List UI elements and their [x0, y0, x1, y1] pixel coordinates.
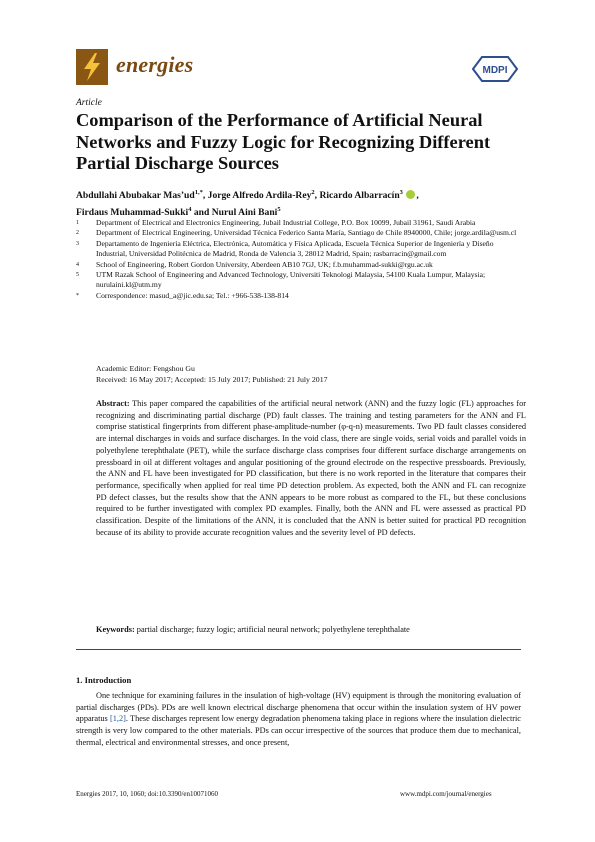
- affiliation-text: Departamento de Ingeniería Eléctrica, Electrónica, Automática y Física Aplicada, Escuela Técnica Superior de Ingeniería y Diseño Industrial, Universidad Politécnica de Madrid, Ronda de Valencia 3, 28012 Madrid, Spain; rasbarracin@gmail.com: [96, 238, 494, 259]
- page-title: Comparison of the Performance of Artificial Neural Networks and Fuzzy Logic for Recognizing Different Partial Discharge Sources: [76, 110, 491, 173]
- divider: [76, 649, 521, 650]
- affiliation-text: School of Engineering, Robert Gordon University, Aberdeen AB10 7GJ, UK; f.b.muhammad-sukki@rgu.ac.uk: [96, 259, 433, 269]
- author-mark: 5: [277, 206, 281, 214]
- author-list: [76, 186, 526, 220]
- journal-name: energies: [116, 52, 194, 77]
- affiliation-text: Department of Electrical and Electronics Engineering, Jubail Industrial College, P.O. Box 10099, Jubail 31961, Saudi Arabia: [96, 218, 476, 227]
- abstract: [96, 398, 526, 539]
- abstract-text: This paper compared the capabilities of the artificial neural network (ANN) and the fuzzy logic (FL) approaches for recognizing and discriminating partial discharge (PD) fault classes. The training and testing parameters for the ANN and FL comprise statistical fingerprints from different phase-amplitude-number (φ-q-n) measurements. Two PD fault classes considered are internal discharges in voids and surface discharges. In the void class, there are single voids, serial voids and parallel voids in polyethylene terephthalate (PET), while the surface discharge class comprises four different surface discharge arrangements on pressboard in oil at different voltages and angular positioning of the ground electrode on the respective pressboards. Previously, the ANN and FL have been investigated for PD classification, but there is no work reported in the literature that compares their performance, specifically when applied for real time PD detection problem. As expected, both the ANN and FL can recognize PD defect classes, but the results show that the ANN appears to be more robust as compared to the FL, but these conclusions required to be further investigated with complex PD examples. Finally, both the ANN and FL were assessed as practical PD classification. Despite of the limitations of the ANN, it is concluded that the ANN is better suited for practical PD recognition because of its ability to provide accurate recognition values and the severity level of PD defects.: [96, 399, 526, 537]
- affiliation-item: [76, 270, 526, 291]
- author-separator: and: [191, 207, 212, 219]
- affiliation-item: [76, 239, 526, 260]
- journal-logo: [76, 49, 108, 85]
- footer-url[interactable]: www.mdpi.com/journal/energies: [400, 790, 492, 798]
- keywords: [96, 624, 526, 636]
- keywords-label: Keywords:: [96, 625, 135, 634]
- author-mark: 1,*: [194, 189, 203, 196]
- correspondence: [76, 291, 526, 301]
- affiliation-number: 3: [76, 240, 79, 247]
- affiliation-number: *: [76, 292, 79, 299]
- publication-dates: Received: 16 May 2017; Accepted: 15 July 2017; Published: 21 July 2017: [96, 375, 328, 384]
- affiliation-text: UTM Razak School of Engineering and Advanced Technology, Universiti Teknologi Malaysia, 54100 Kuala Lumpur, Malaysia; nurulaini.kl@utm.my: [96, 270, 486, 290]
- affiliation-item: [76, 218, 526, 228]
- section-heading: 1. Introduction: [76, 675, 132, 685]
- author-separator: ,: [416, 190, 419, 202]
- author-mark: 4: [188, 206, 192, 214]
- abstract-label: Abstract:: [96, 399, 130, 408]
- author-mark: 2: [311, 189, 315, 196]
- intro-paragraph: [76, 690, 521, 749]
- affiliation-number: 2: [76, 230, 79, 237]
- citation-link[interactable]: [1,2]: [109, 714, 126, 724]
- mdpi-logo: [472, 56, 518, 82]
- intro-text: . These discharges represent low energy degradation phenomena taking place in regions where the insulation dielectric strength is very low compared to the other materials. PDs can occur irrespective of the sources that produce them due to mechanical, thermal, electrical and environmental stresses, and once present,: [76, 714, 521, 747]
- intro-text: One technique for examining failures in the insulation of high-voltage (HV) equipment is through the monitoring evaluation of partial discharges (PDs). PDs are well known electrical discharge phenomena that occur within the insulation system of HV power apparatus: [76, 691, 521, 724]
- keywords-text: partial discharge; fuzzy logic; artificial neural network; polyethylene terephthalate: [136, 625, 410, 634]
- svg-text:MDPI: MDPI: [482, 65, 508, 76]
- author-mark: 3: [399, 189, 403, 196]
- affiliation-item: [76, 228, 526, 238]
- author-separator: ,: [314, 190, 320, 202]
- author-name: Jorge Alfredo Ardila-Rey: [207, 190, 312, 202]
- author-name: Abdullahi Abubakar Mas’ud: [76, 190, 195, 202]
- academic-editor: Academic Editor: Fengshou Gu: [96, 364, 195, 373]
- affiliation-number: 4: [76, 261, 79, 268]
- author-name: Ricardo Albarracín: [319, 190, 400, 202]
- affiliation-list: [76, 218, 526, 301]
- affiliation-text: Correspondence: masud_a@jic.edu.sa; Tel.: +966-538-138-814: [96, 290, 289, 300]
- author-name: Firdaus Muhammad-Sukki: [76, 207, 189, 219]
- affiliation-text: Department of Electrical Engineering, Universidad Técnica Federico Santa María, Santiago de Chile 8940000, Chile; jorge.ardila@usm.cl: [96, 228, 517, 238]
- article-type: Article: [76, 98, 102, 108]
- article-meta: [96, 363, 328, 385]
- affiliation-number: 1: [76, 220, 79, 226]
- orcid-icon[interactable]: [406, 190, 415, 199]
- author-name: Nurul Aini Bani: [211, 207, 278, 219]
- author-separator: ,: [202, 190, 208, 202]
- footer-citation: Energies 2017, 10, 1060; doi:10.3390/en10071060: [76, 790, 218, 798]
- affiliation-item: [76, 260, 526, 270]
- affiliation-number: 5: [76, 272, 79, 279]
